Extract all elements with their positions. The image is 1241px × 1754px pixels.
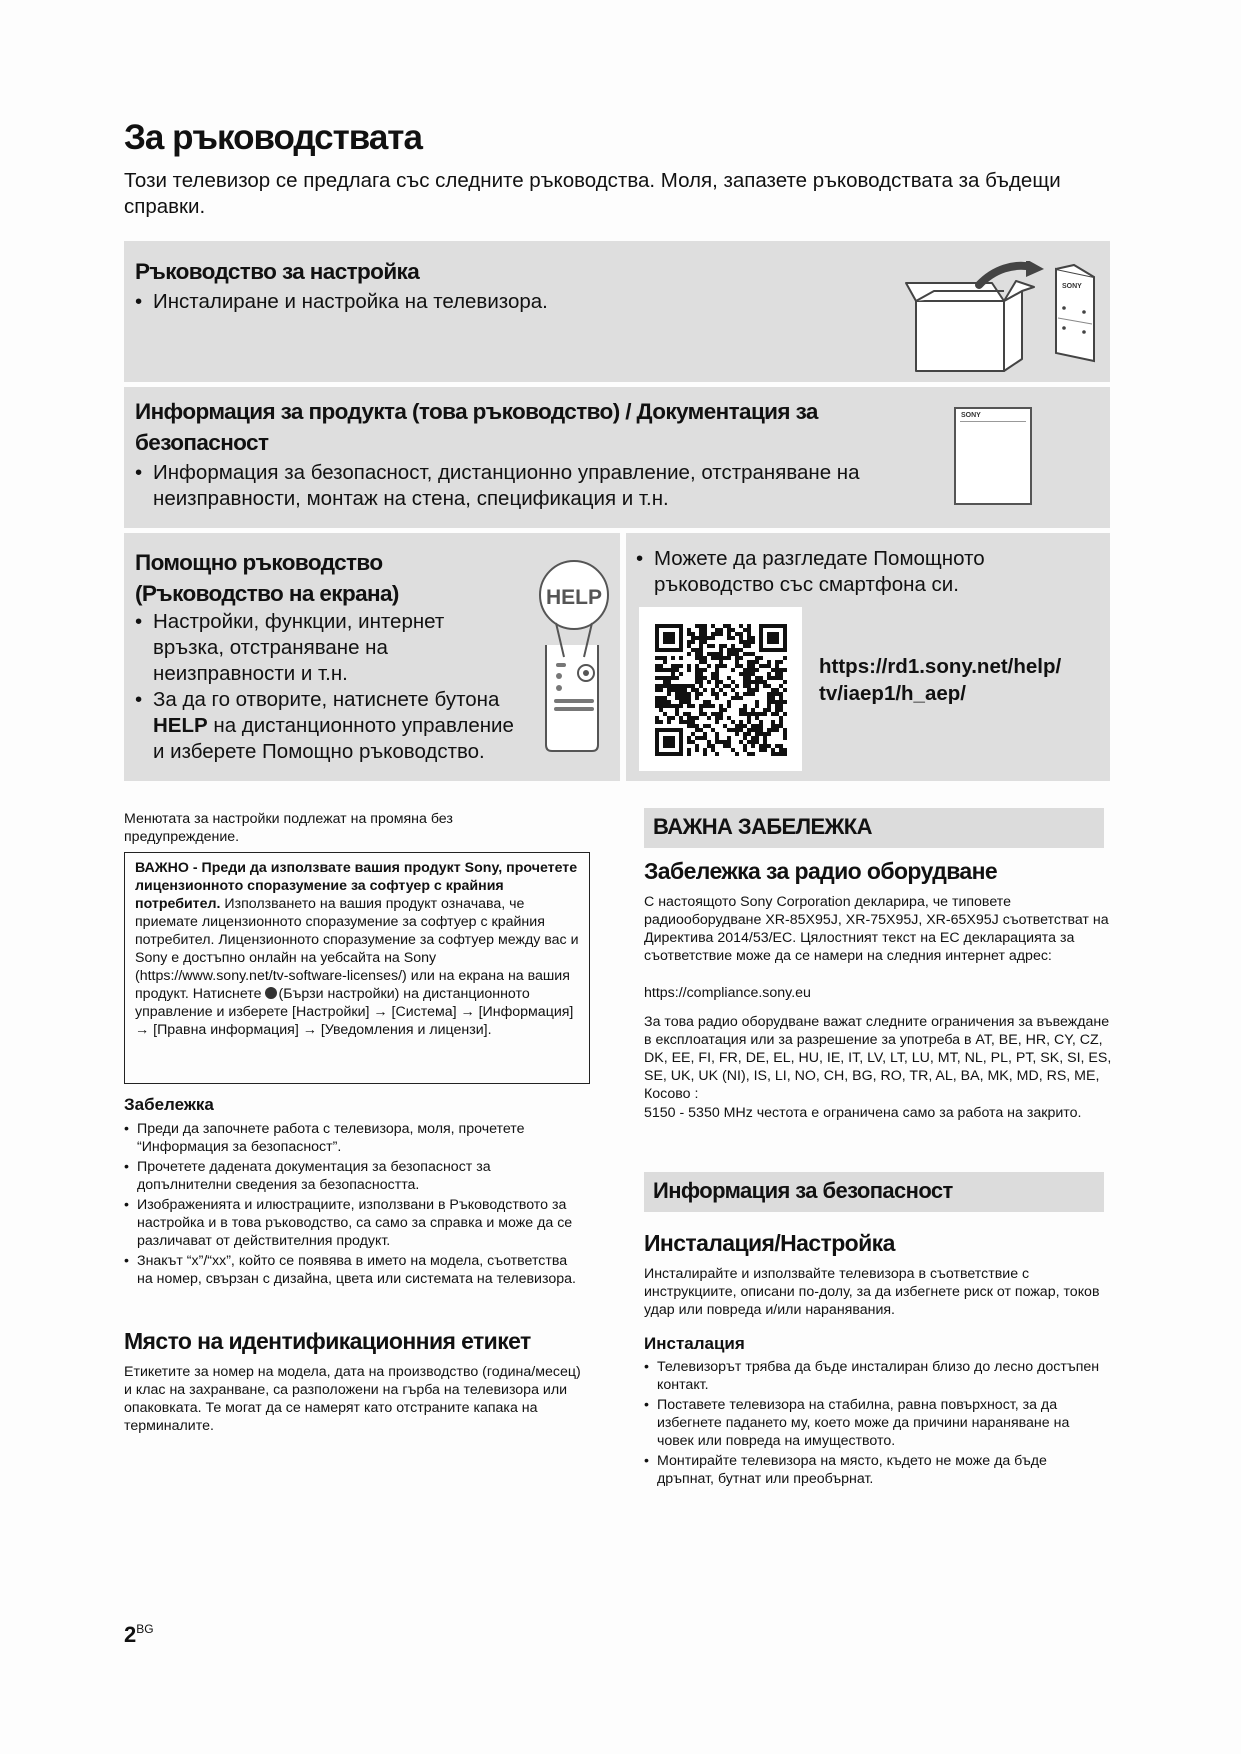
safety-title: Информация за безопасност [653, 1178, 953, 1203]
radio-heading: Забележка за радио оборудване [644, 858, 998, 884]
setup-guide-logo: SONY [1062, 283, 1082, 290]
safety-header [644, 1172, 1104, 1212]
remote-help-illustration [534, 555, 610, 755]
install-heading: Инсталация [644, 1334, 745, 1353]
list-item: • Инсталиране и настройка на телевизора. [135, 289, 548, 315]
help-qr-box [626, 533, 1110, 781]
page-title: За ръководствата [124, 118, 422, 157]
help-url-link[interactable] [819, 653, 1061, 707]
help-badge-icon: HELP [545, 586, 603, 609]
list-item: • Изображенията и илюстрациите, използвани в Ръководството за настройка и в това ръководство, са само за справка и може да се различават от действителния продукт. [124, 1196, 579, 1250]
note-heading: Забележка [124, 1095, 214, 1114]
help-guide-heading: Помощно ръководство (Ръководство на екрана) [135, 550, 399, 606]
help-key-label: HELP [153, 714, 208, 737]
quick-settings-icon [265, 987, 277, 999]
setup-guide-box [124, 241, 1110, 382]
qr-code-panel [639, 607, 802, 771]
product-info-heading: Информация за продукта (това ръководство) / Документация за безопасност [135, 399, 818, 455]
label-location-heading: Място на идентификационния етикет [124, 1328, 531, 1354]
list-item: • Поставете телевизора на стабилна, равна повърхност, за да избегнете падането му, което може да причини нараняване на човек или повреда на имуществото. [644, 1396, 1104, 1450]
frequency-text: 5150 - 5350 MHz честота е ограничена само за работа на закрито. [644, 1105, 1082, 1121]
important-notice-header [644, 808, 1104, 848]
list-item: • Телевизорът трябва да бъде инсталиран близо до лесно достъпен контакт. [644, 1358, 1104, 1394]
qr-code-icon[interactable] [655, 624, 787, 756]
list-item: • Знакът “x”/“xx”, който се появява в името на модела, съответства на номер, свързан с дизайна, цвета или системата на телевизора. [124, 1252, 579, 1288]
list-item: • Информация за безопасност, дистанционно управление, отстраняване на неизправности, монтаж на стена, спецификация и т.н. [135, 460, 935, 512]
help-url-line2: tv/iaep1/h_aep/ [819, 682, 966, 705]
product-info-box [124, 387, 1110, 528]
setup-guide-list [135, 289, 548, 315]
list-item: • Настройки, функции, интернет връзка, отстраняване на неизправности и т.н. [135, 609, 520, 687]
product-info-logo: SONY [961, 412, 981, 419]
install-list [644, 1358, 1104, 1490]
compliance-url[interactable]: https://compliance.sony.eu [644, 985, 811, 1001]
important-license-box [124, 852, 590, 1084]
restrictions-text: За това радио оборудване важат следните ограничения за въвеждане в експлоатация или за разрешение за употреба в AT, BE, HR, CY, CZ, DK, EE, FI, FR, DE, EL, HU, IE, IT, LV, LT, LU, MT, NL, PL, PT, SK, SI, ES, SE, UK, UK (NI), IS, LI, NO, CH, BG, RO, TR, AL, BA, MK, MD, RS, ME, Косово : [644, 1014, 1112, 1102]
license-bold: ВАЖНО - Преди да използвате вашия продукт Sony, прочетете лицензионното споразумение за софтуер с крайния потребител. [135, 860, 578, 912]
label-location-text: Етикетите за номер на модела, дата на производство (година/месец) и клас на захранване, са разположени на гърба на телевизора или опаковката. Те могат да се намерят като отстраните капака на терминалите. [124, 1364, 581, 1434]
page-number: $2^{BG}$ [124, 1622, 154, 1647]
list-item: • Прочетете дадената документация за безопасност за допълнителни сведения за безопасността. [124, 1158, 579, 1194]
intro-text: Този телевизор се предлага със следните ръководства. Моля, запазете ръководствата за бъдещи справки. [124, 169, 1061, 218]
product-manual-illustration [954, 407, 1032, 505]
install-setup-heading: Инсталация/Настройка [644, 1230, 895, 1256]
important-notice-title: ВАЖНА ЗАБЕЛЕЖКА [653, 814, 872, 839]
license-text: ВАЖНО - Преди да използвате вашия продукт Sony, прочетете лицензионното споразумение за софтуер с крайния потребител. Използването на вашия продукт означава, че приемате лицензионното споразумение за софтуер с крайния потребител. Лицензионното споразумение за софтуер между вас и Sony е достъпно онлайн на уебсайта на Sony (https://www.sony.net/tv-software-licenses/) или на екрана на вашия продукт. Натиснете (Бързи настройки) на дистанционното управление и изберете [Настройки] → [Система] → [Информация] → [Правна информация] → [Уведомления и лицензи]. [135, 860, 579, 1038]
notes-list [124, 1120, 579, 1290]
list-item: • Можете да разгледате Помощното ръководство със смартфона си. [636, 546, 1096, 598]
radio-text: С настоящото Sony Corporation декларира, че типовете радиооборудване XR-85X95J, XR-75X95J, XR-65X95J съответстват на Директива 2014/53/ЕС. Цялостният текст на ЕС декларацията за съответствие може да се намери на следния интернет адрес: [644, 894, 1109, 964]
box-and-manual-illustration [904, 261, 1104, 376]
list-item: • Преди да започнете работа с телевизора, моля, прочетете “Информация за безопасност”. [124, 1120, 579, 1156]
list-item: • Монтирайте телевизора на място, където не може да бъде дръпнат, бутнат или преобърнат. [644, 1452, 1104, 1488]
help-guide-list [135, 609, 520, 765]
help-guide-box [124, 533, 620, 781]
smartphone-list [636, 546, 1096, 598]
setup-guide-heading: Ръководство за настройка [135, 259, 420, 284]
product-info-list [135, 460, 935, 512]
list-item: • За да го отворите, натиснете бутона HELP на дистанционното управление и изберете Помощно ръководство. [135, 687, 520, 765]
help-url-line1: https://rd1.sony.net/help/ [819, 655, 1062, 678]
install-setup-text: Инсталирайте и използвайте телевизора в съответствие с инструкциите, описани по-долу, за да избегнете риск от пожар, токов удар или повреда и/или наранявания. [644, 1266, 1100, 1318]
menu-note: Менютата за настройки подлежат на промяна без предупреждение. [124, 811, 453, 845]
